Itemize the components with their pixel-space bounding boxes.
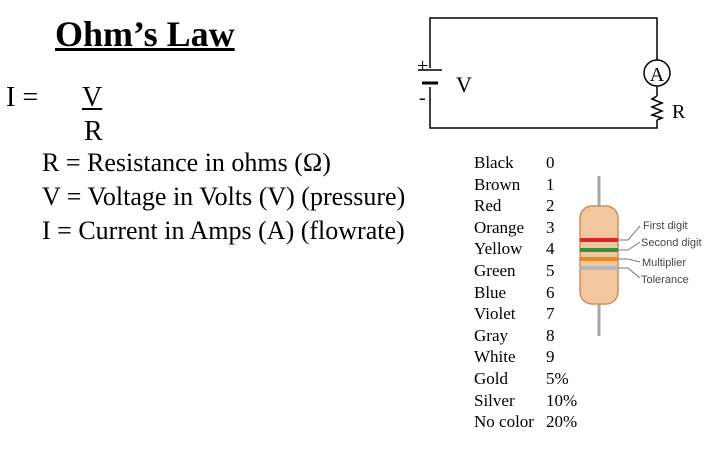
ammeter-label: A [649,64,665,86]
color-name: Brown [474,175,521,194]
color-value: 5 [546,261,555,280]
formula-lhs: I = [6,82,39,113]
band-second-digit [580,248,618,252]
color-name: White [474,347,516,366]
color-name: Yellow [474,239,523,258]
color-value: 0 [546,153,555,172]
color-name: Silver [474,391,515,410]
battery-plus-label: + [417,55,429,77]
definition-current: I = Current in Amps (A) (flowrate) [42,216,405,245]
color-value: 4 [546,239,555,258]
formula-numerator: V [82,82,103,113]
color-value: 7 [546,304,555,323]
pointer-second-digit [618,242,640,250]
band-tolerance [580,266,618,270]
definition-voltage: V = Voltage in Volts (V) (pressure) [42,182,406,211]
page-title: Ohm’s Law [55,14,235,54]
resistor-band-diagram [580,176,702,336]
color-name: No color [474,412,534,431]
color-value: 10% [546,391,578,410]
color-value: 8 [546,326,555,345]
band-multiplier [580,257,618,261]
color-value: 20% [546,412,578,431]
color-name: Blue [474,283,507,302]
color-name: Red [474,196,502,215]
resistor-body [580,206,618,304]
label-first-digit: First digit [643,220,688,232]
top-wire [430,18,657,68]
pointer-multiplier [618,259,640,262]
definition-resistance: R = Resistance in ohms (Ω) [42,148,331,177]
label-tolerance: Tolerance [641,274,689,286]
pointer-tolerance [618,268,640,278]
color-name: Violet [474,304,516,323]
pointer-first-digit [618,226,640,240]
resistor-label: R [672,101,686,123]
battery-minus-label: - [419,87,426,109]
color-value: 9 [546,347,555,366]
resistor-symbol [652,96,662,120]
color-name: Green [474,261,516,280]
color-name: Gold [474,369,508,388]
label-multiplier: Multiplier [642,257,687,269]
voltage-label: V [456,72,472,97]
color-value: 3 [546,218,555,237]
color-value: 1 [546,175,555,194]
color-name: Orange [474,218,525,237]
color-value: 5% [546,369,569,388]
band-first-digit [580,238,618,242]
color-name: Gray [474,326,508,345]
label-second-digit: Second digit [641,237,702,249]
formula-denominator: R [84,116,103,147]
color-value: 6 [546,283,555,302]
color-name: Black [474,153,514,172]
color-value: 2 [546,196,555,215]
